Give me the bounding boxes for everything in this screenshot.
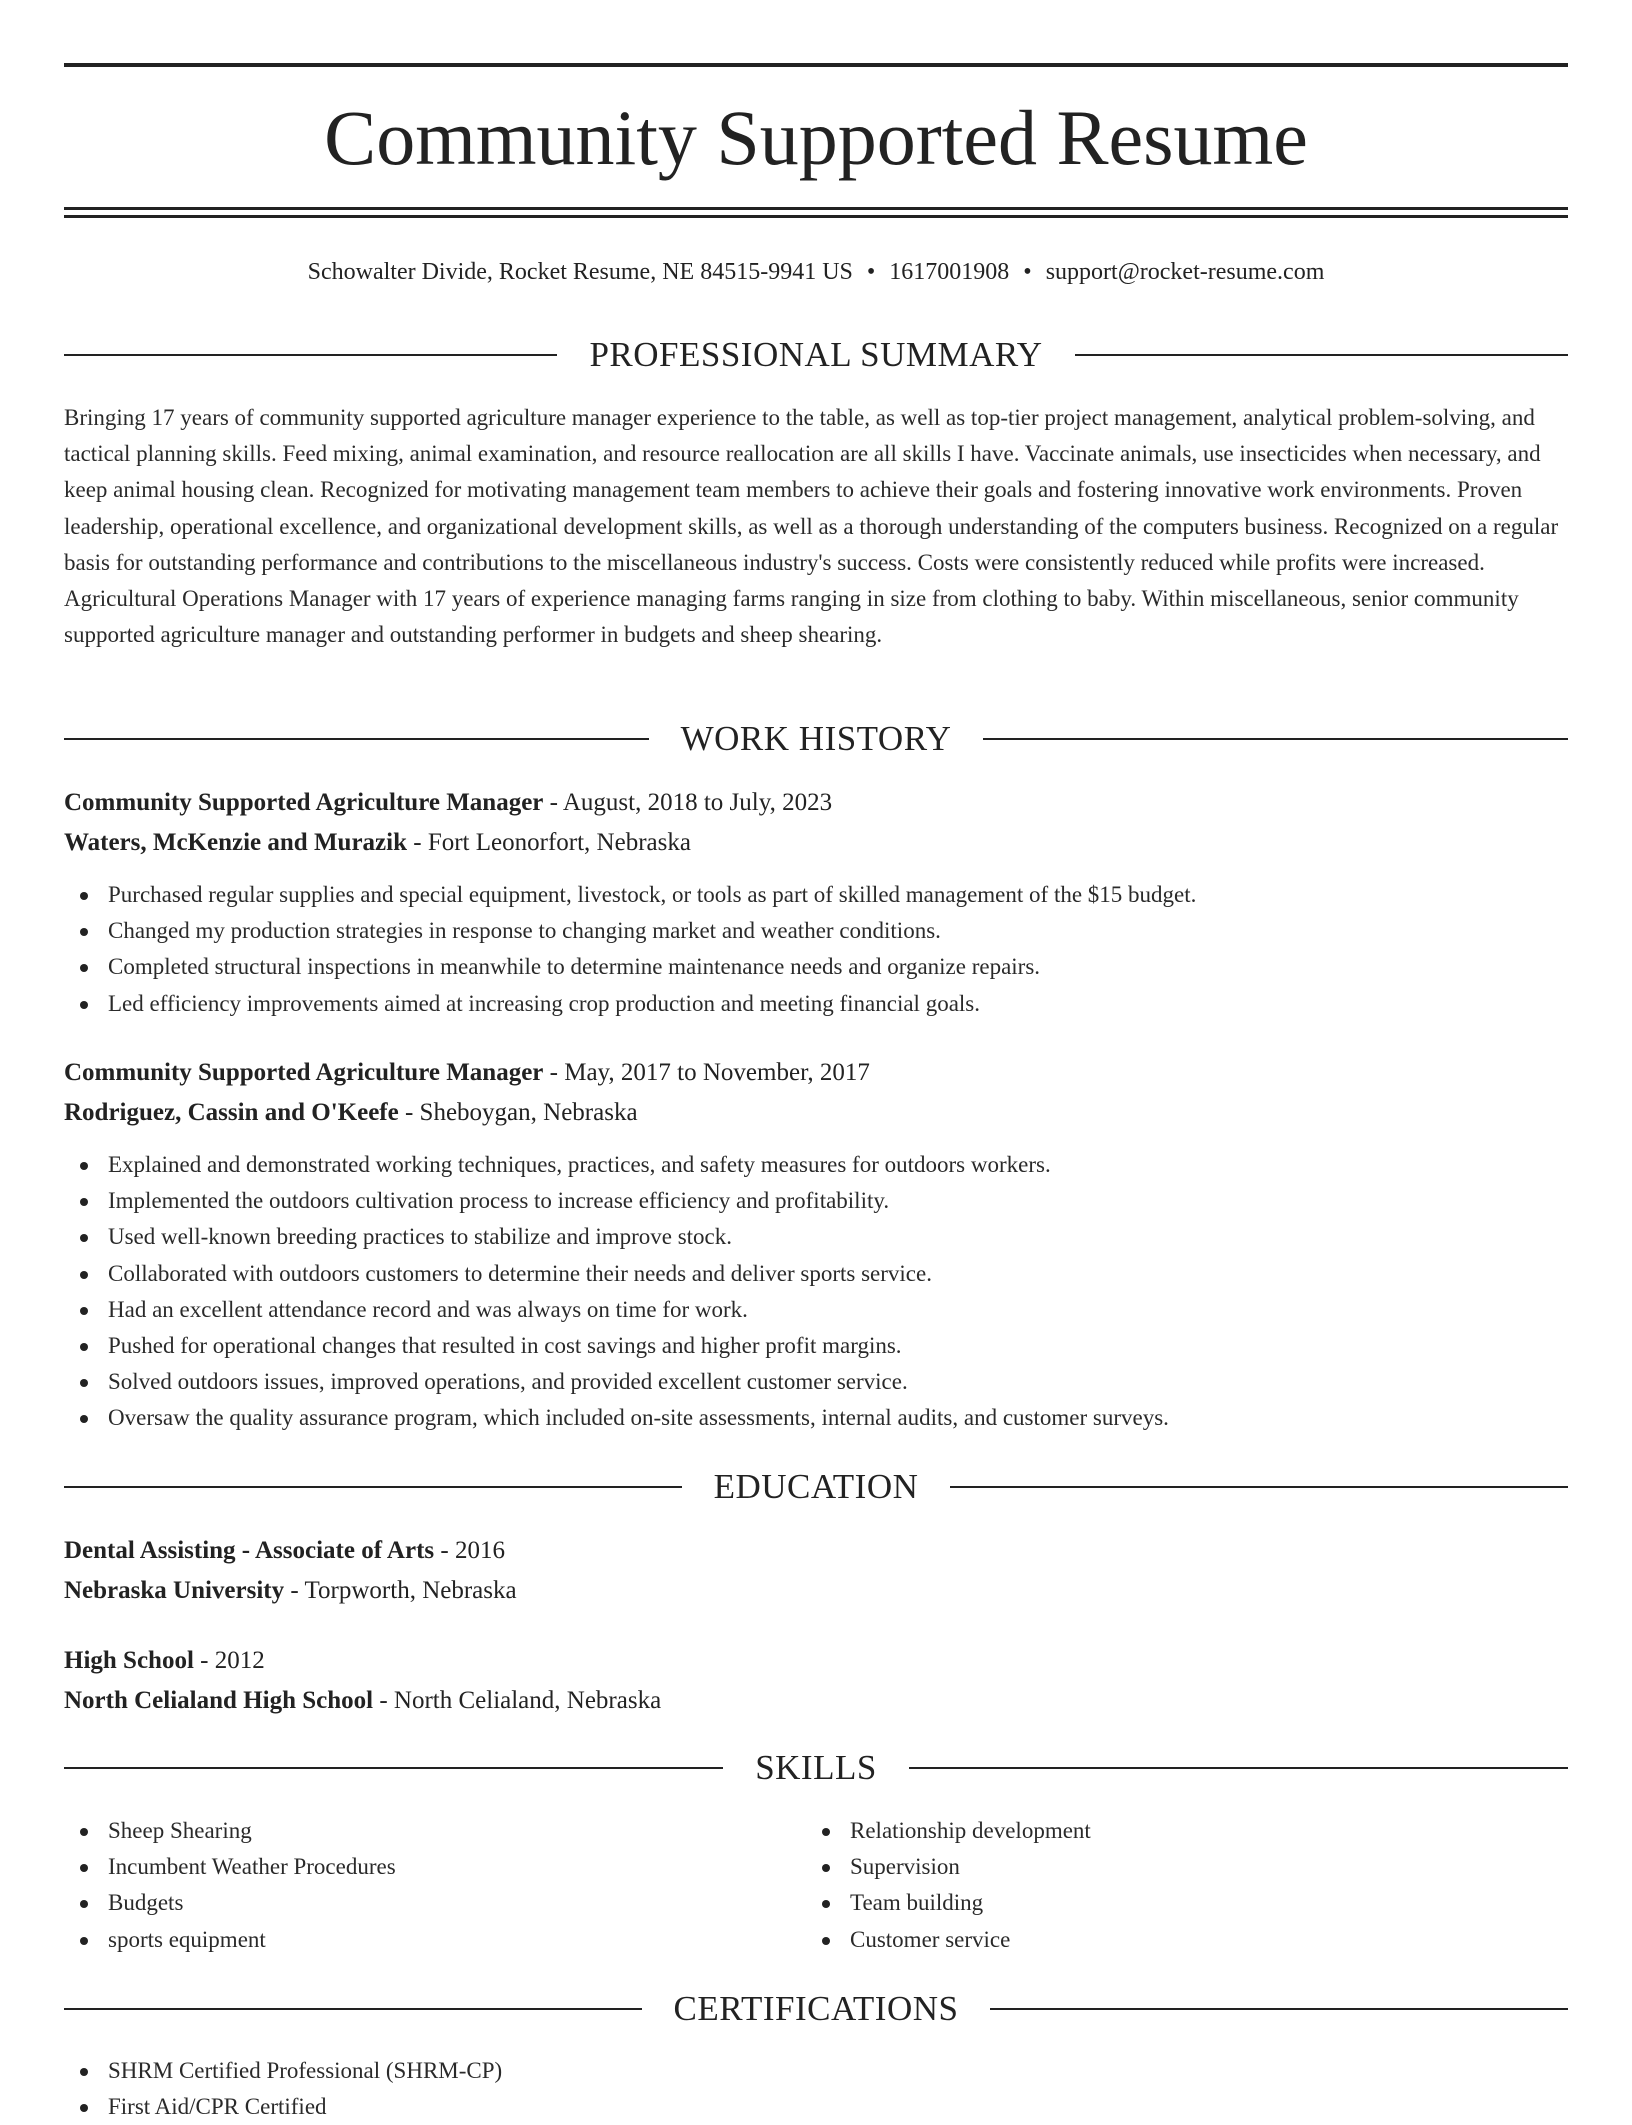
list-item: Implemented the outdoors cultivation process to increase efficiency and profitability. [64,1183,1169,1219]
skills-list-left [64,1813,396,1958]
contact-line [64,256,1568,288]
education-heading [64,1465,1568,1509]
education-heading-label: EDUCATION [713,1467,919,1506]
list-item: Completed structural inspections in meanwhile to determine maintenance needs and organize repairs. [64,949,1196,985]
education-year: - 2016 [434,1537,505,1564]
certification-item: SHRM Certified Professional (SHRM-CP) [64,2053,502,2089]
education-school-line [64,1571,1568,1611]
skill-item: Relationship development [806,1813,1091,1849]
contact-address: Schowalter Divide, Rocket Resume, NE 84515-9941 US [307,259,853,285]
heading-rule-right [983,738,1568,740]
summary-text: Bringing 17 years of community supported agriculture manager experience to the table, as well as top-tier project management, analytical problem-solving, and tactical planning skills. Feed mixing, animal examination, and resource reallocation are all skills I have. Vaccinate animals, use insecticides when necessary, and keep animal housing clean. Recognized for motivating management team members to achieve their goals and fostering innovative work environments. Proven leadership, operational excellence, and organizational development skills, as well as a thorough understanding of the computers business. Recognized on a regular basis for outstanding performance and contributions to the miscellaneous industry's success. Costs were consistently reduced while profits were increased. Agricultural Operations Manager with 17 years of experience managing farms ranging in size from clothing to baby. Within miscellaneous, senior community supported agriculture manager and outstanding performer in budgets and sheep shearing. [64,405,1559,648]
header-double-rule-upper [64,207,1568,210]
job-title: Community Supported Agriculture Manager [64,789,544,816]
certification-item: First Aid/CPR Certified [64,2089,502,2125]
education-school-line [64,1681,1568,1721]
resume-title: Community Supported Resume [324,94,1308,181]
job-location: - Fort Leonorfort, Nebraska [407,829,691,856]
education-school: North Celialand High School [64,1687,374,1714]
list-item: Had an excellent attendance record and was always on time for work. [64,1292,1169,1328]
skill-item: Sheep Shearing [64,1813,396,1849]
skill-item: Team building [806,1885,1091,1921]
heading-rule-left [64,1486,682,1488]
job-title-line [64,1053,1568,1093]
resume-page [64,0,1568,2120]
contact-email: support@rocket-resume.com [1045,259,1325,285]
list-item: Used well-known breeding practices to stabilize and improve stock. [64,1219,1169,1255]
job-bullet-list [64,877,1196,1022]
summary-heading [64,333,1568,377]
heading-rule-left [64,1767,723,1769]
heading-rule-left [64,354,557,356]
list-item: Oversaw the quality assurance program, which included on-site assessments, internal audits, and customer surveys. [64,1400,1169,1436]
certifications-heading-label: CERTIFICATIONS [673,1989,959,2028]
contact-separator: • [1023,259,1032,285]
skill-item: Customer service [806,1922,1091,1958]
job-company-line [64,823,1568,863]
list-item: Solved outdoors issues, improved operations, and provided excellent customer service. [64,1364,1169,1400]
skills-heading [64,1746,1568,1790]
education-school: Nebraska University [64,1577,285,1604]
certifications-list [64,2053,502,2125]
certifications-heading [64,1987,1568,2031]
skill-item: Incumbent Weather Procedures [64,1849,396,1885]
job-title: Community Supported Agriculture Manager [64,1059,544,1086]
education-degree-line [64,1641,1568,1681]
heading-rule-right [1075,354,1568,356]
job-dates: - May, 2017 to November, 2017 [543,1059,870,1086]
work-history-heading [64,717,1568,761]
skill-item: Budgets [64,1885,396,1921]
job-title-line [64,783,1568,823]
skills-heading-label: SKILLS [755,1748,877,1787]
list-item: Pushed for operational changes that resulted in cost savings and higher profit margins. [64,1328,1169,1364]
education-location: - Torpworth, Nebraska [284,1577,517,1604]
list-item: Purchased regular supplies and special equipment, livestock, or tools as part of skilled management of the $15 budget. [64,877,1196,913]
summary-heading-label: PROFESSIONAL SUMMARY [589,335,1043,374]
education-degree-line [64,1531,1568,1571]
work-history-heading-label: WORK HISTORY [680,719,952,758]
job-dates: - August, 2018 to July, 2023 [543,789,833,816]
list-item: Collaborated with outdoors customers to determine their needs and deliver sports service. [64,1256,1169,1292]
heading-rule-left [64,2008,642,2010]
job-company-line [64,1093,1568,1133]
list-item: Explained and demonstrated working techniques, practices, and safety measures for outdoors workers. [64,1147,1169,1183]
header-top-rule [64,63,1568,67]
job-company: Rodriguez, Cassin and O'Keefe [64,1099,399,1126]
education-degree: Dental Assisting - Associate of Arts [64,1537,435,1564]
skills-list-right [806,1813,1091,1958]
job-bullet-list [64,1147,1169,1437]
list-item: Led efficiency improvements aimed at increasing crop production and meeting financial goals. [64,986,1196,1022]
contact-phone: 1617001908 [889,259,1010,285]
list-item: Changed my production strategies in response to changing market and weather conditions. [64,913,1196,949]
skill-item: Supervision [806,1849,1091,1885]
skill-item: sports equipment [64,1922,396,1958]
heading-rule-left [64,738,649,740]
job-location: - Sheboygan, Nebraska [398,1099,638,1126]
heading-rule-right [990,2008,1568,2010]
education-degree: High School [64,1647,194,1674]
heading-rule-right [950,1486,1568,1488]
header-double-rule-lower [64,215,1568,218]
contact-separator: • [866,259,876,285]
education-year: - 2012 [193,1647,265,1674]
job-company: Waters, McKenzie and Murazik [64,829,407,856]
heading-rule-right [909,1767,1568,1769]
education-location: - North Celialand, Nebraska [373,1687,662,1714]
